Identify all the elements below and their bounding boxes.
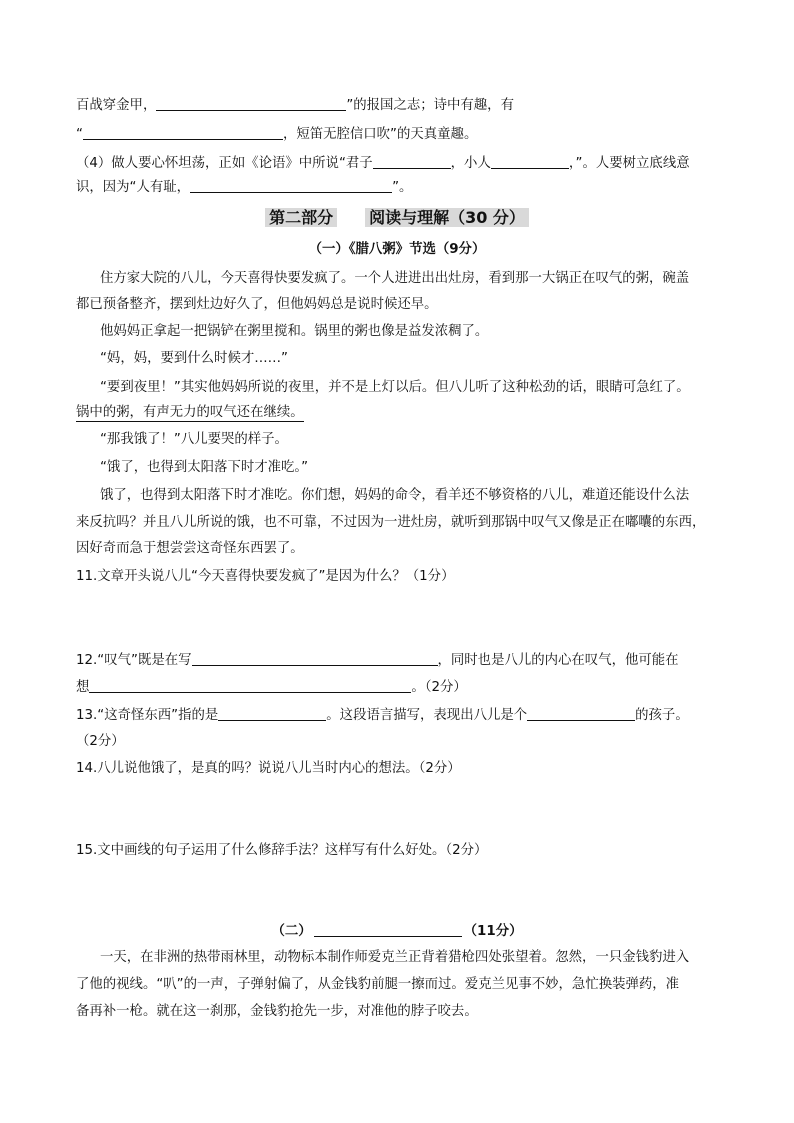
- answer-blank[interactable]: [192, 651, 438, 666]
- text: 12.“叹气”既是在写: [76, 653, 192, 668]
- text: ，同时也是八儿的内心在叹气，他可能在: [437, 653, 679, 668]
- poetry-line-1: [76, 96, 514, 115]
- passage-line: 了他的视线。“叭”的一声，子弹射偏了，从金钱豹前腿一擦而过。爱克兰见事不妙，急忙换装弹药，准: [76, 977, 680, 992]
- underlined-sentence: 锅中的粥，有声无力的叹气还在继续。: [76, 405, 304, 420]
- text: 识，因为“人有耻，: [76, 180, 191, 195]
- text: ，”。人要树立底线意: [568, 156, 690, 171]
- passage-line: “那我饿了！”八儿要哭的样子。: [100, 432, 288, 447]
- passage-line: “饿了，也得到太阳落下时才准吃。”: [100, 460, 309, 475]
- section-title-2: [0, 922, 794, 941]
- text: 想: [76, 680, 90, 695]
- poetry-line-3: [76, 154, 690, 173]
- passage-line: [76, 404, 304, 422]
- text: ”的报国之志；诗中有趣，有: [346, 98, 514, 113]
- answer-blank[interactable]: [373, 154, 451, 169]
- text: 的孩子。: [635, 708, 689, 723]
- text: 。（2分）: [411, 680, 467, 695]
- text: “: [76, 127, 83, 142]
- part-title: [0, 207, 794, 229]
- passage-line: 饿了，也得到太阳落下时才准吃。你们想，妈妈的命令，看羊还不够资格的八儿，难道还能设什么法: [100, 488, 690, 503]
- passage-line: 备再补一枪。就在这一刹那，金钱豹抢先一步，对准他的脖子咬去。: [76, 1004, 478, 1019]
- poetry-line-4: [76, 178, 412, 197]
- part-title-label: 第二部分: [265, 208, 337, 227]
- text: （4）做人要心怀坦荡，正如《论语》中所说“君子: [76, 156, 373, 171]
- section-points: （11分）: [463, 924, 523, 939]
- passage-line: “妈，妈，要到什么时候才……”: [100, 351, 288, 366]
- part-title-text: 阅读与理解（30 分）: [365, 208, 529, 227]
- question-13-points: （2分）: [76, 734, 125, 749]
- passage-line: 一天，在非洲的热带雨林里，动物标本制作师爱克兰正背着猎枪四处张望着。忽然，一只金钱豹进入: [100, 950, 690, 965]
- question-11: 11.文章开头说八儿“今天喜得快要发疯了”是因为什么？（1分）: [76, 569, 455, 584]
- passage-line: 因好奇而急于想尝尝这奇怪东西罢了。: [76, 541, 304, 556]
- passage-line: 都已预备整齐，摆到灶边好久了，但他妈妈总是说时候还早。: [76, 297, 438, 312]
- question-12: [76, 651, 679, 670]
- text: 。这段语言描写，表现出八儿是个: [326, 708, 528, 723]
- question-15: 15.文中画线的句子运用了什么修辞手法？这样写有什么好处。（2分）: [76, 843, 488, 858]
- passage-line: 他妈妈正拿起一把锅铲在粥里搅和。锅里的粥也像是益发浓稠了。: [100, 324, 489, 339]
- text: ，小人: [450, 156, 491, 171]
- text: 13.“这奇怪东西”指的是: [76, 708, 219, 723]
- answer-blank[interactable]: [218, 706, 326, 721]
- text: ，短笛无腔信口吹”的天真童趣。: [282, 127, 478, 142]
- poetry-line-2: [76, 125, 477, 144]
- text: 百战穿金甲，: [76, 98, 157, 113]
- question-14: 14.八儿说他饿了，是真的吗？说说八儿当时内心的想法。（2分）: [76, 761, 461, 776]
- answer-blank[interactable]: [527, 706, 635, 721]
- section-title: （一）《腊八粥》节选（9分）: [308, 242, 486, 257]
- text: ”。: [392, 180, 413, 195]
- question-13: [76, 706, 689, 725]
- question-12-cont: [76, 678, 467, 697]
- passage-line: 来反抗吗？并且八儿所说的饿，也不可靠，不过因为一进灶房，就听到那锅中叹气又像是正在嘟囔的东西，: [76, 515, 706, 530]
- answer-blank[interactable]: [83, 125, 283, 140]
- passage-line: 住方家大院的八儿，今天喜得快要发疯了。一个人进进出出灶房，看到那一大锅正在叹气的粥，碗盖: [100, 271, 690, 286]
- passage-line: “要到夜里！”其实他妈妈所说的夜里，并不是上灯以后。但八儿听了这种松劲的话，眼睛可急红了。: [100, 380, 690, 395]
- title-blank[interactable]: [314, 922, 462, 937]
- answer-blank[interactable]: [89, 678, 411, 693]
- answer-blank[interactable]: [491, 154, 569, 169]
- answer-blank[interactable]: [156, 96, 346, 111]
- answer-blank[interactable]: [190, 178, 392, 193]
- section-label: （二）: [271, 924, 312, 939]
